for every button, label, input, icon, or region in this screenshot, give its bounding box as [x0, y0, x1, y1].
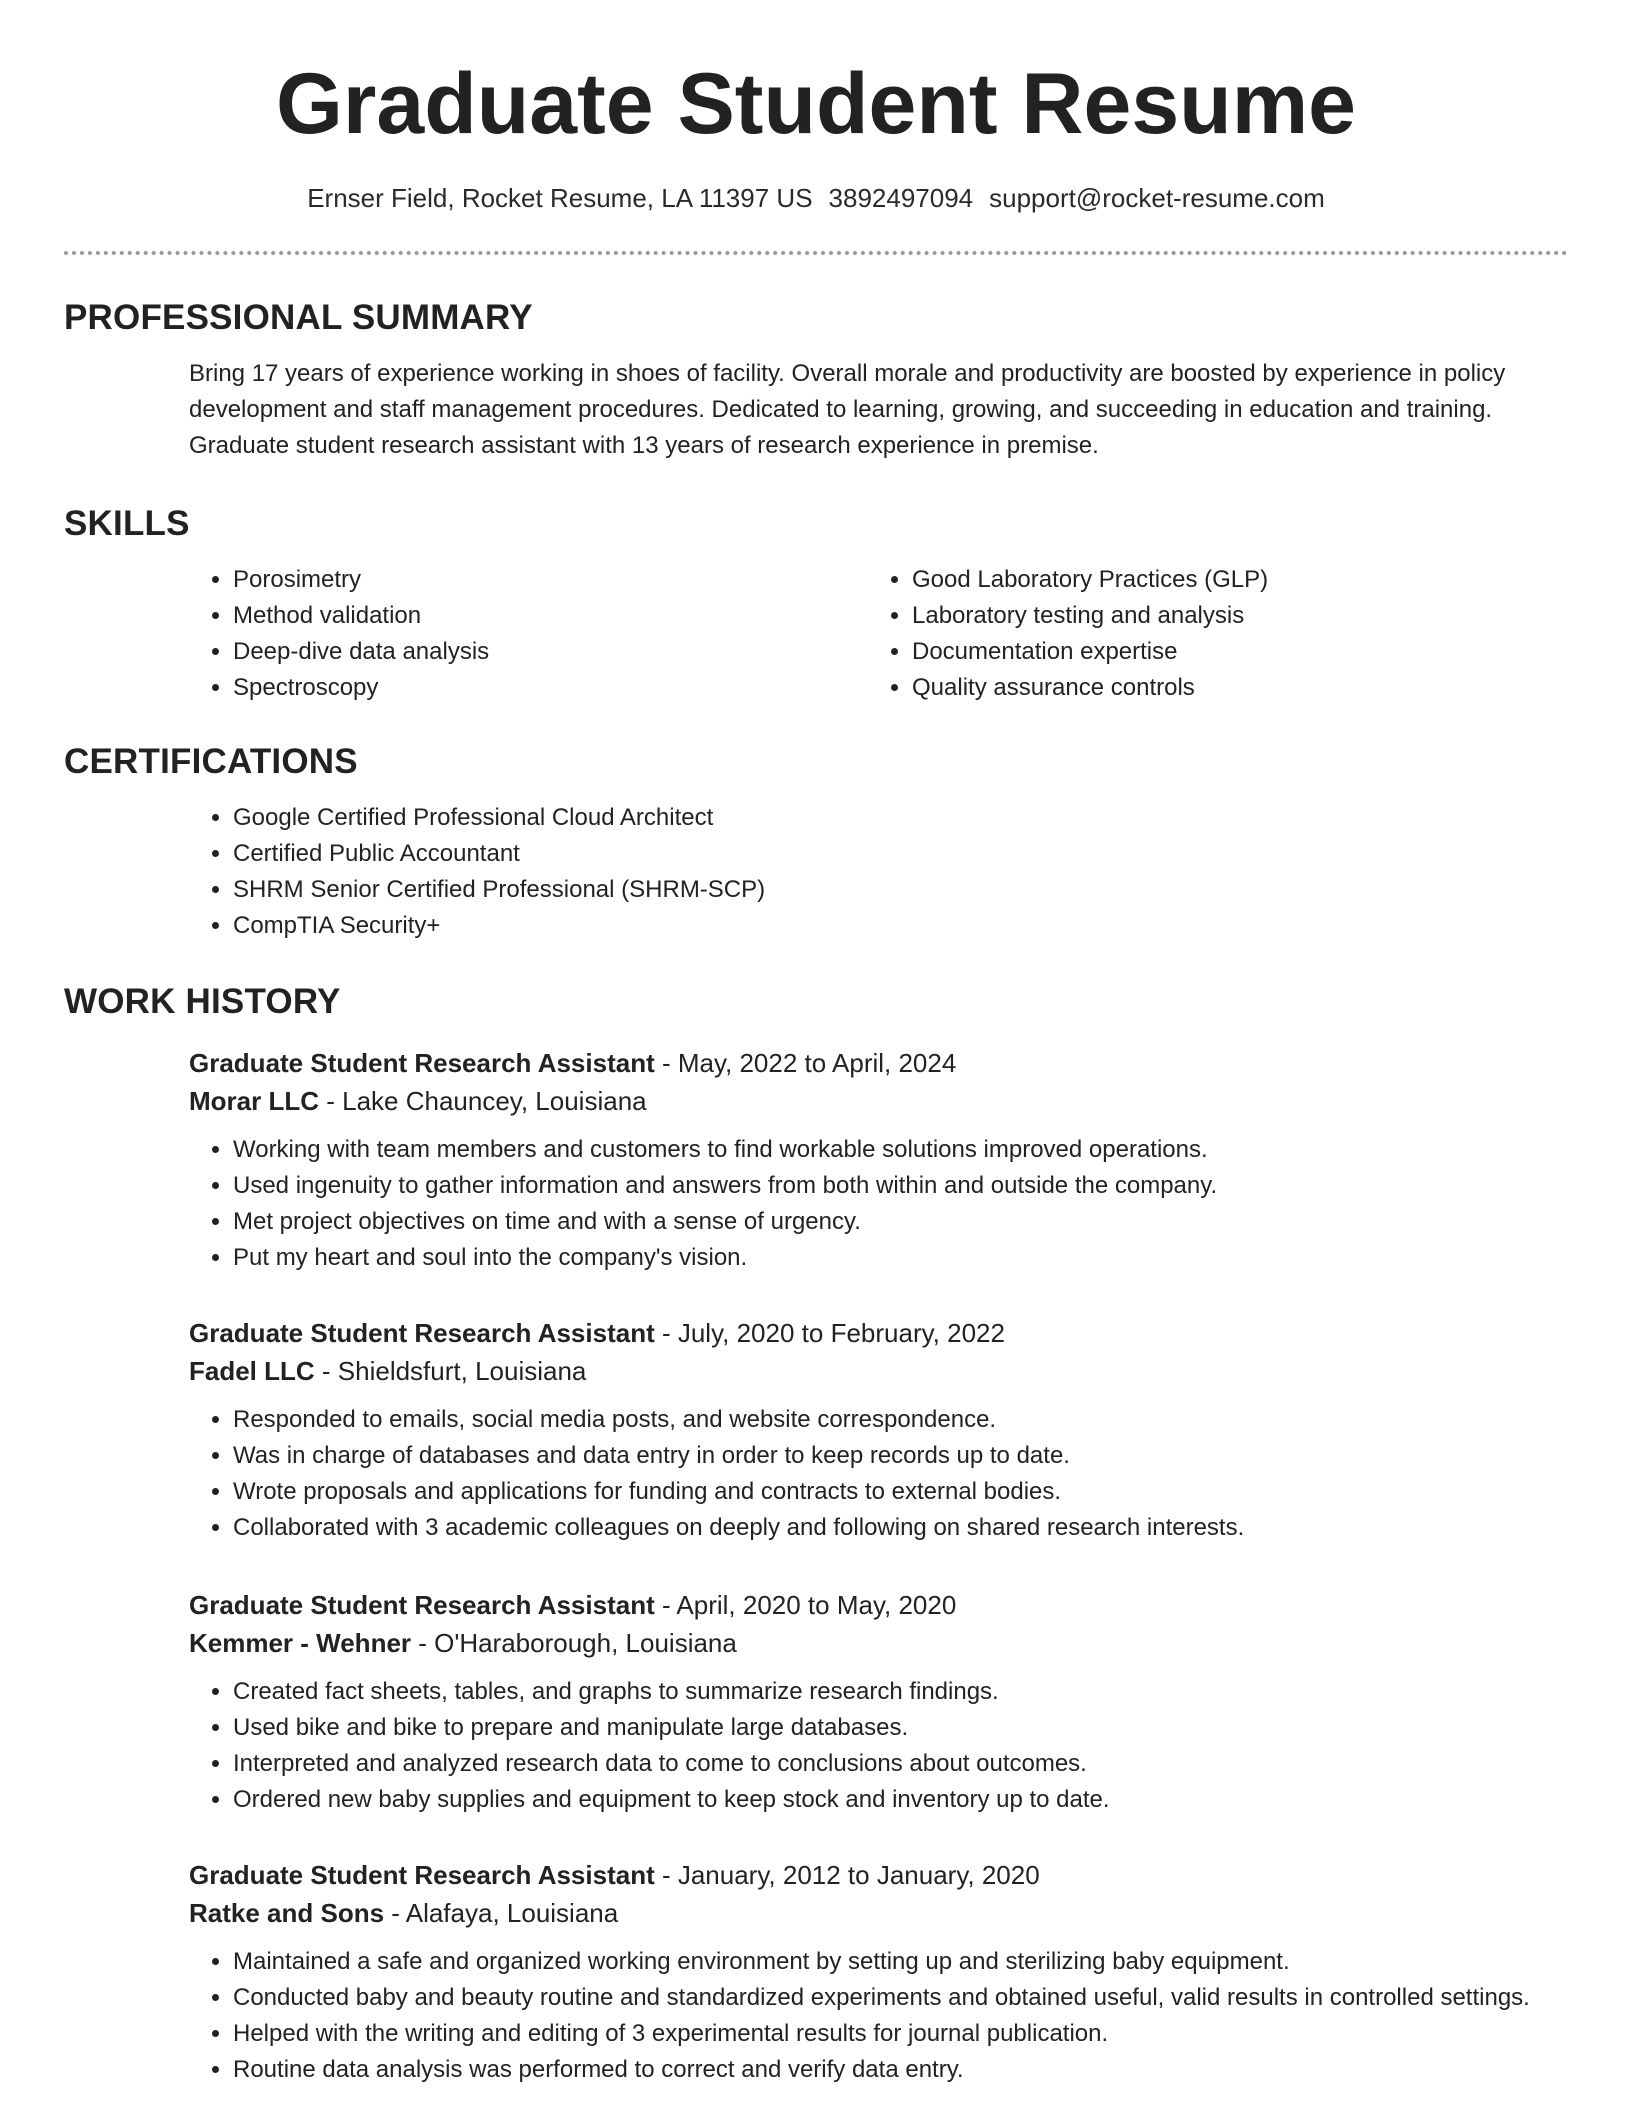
job-title: Graduate Student Research Assistant: [189, 1860, 655, 1890]
job-location: - Lake Chauncey, Louisiana: [319, 1086, 647, 1116]
skills-heading: SKILLS: [64, 504, 190, 543]
job-title-line: [189, 1586, 1568, 1624]
header-divider: [64, 251, 1568, 255]
job-entry: [64, 1586, 1568, 1818]
skill-item: • Laboratory testing and analysis: [912, 598, 1268, 634]
job-bullet: • Routine data analysis was performed to correct and verify data entry.: [233, 2052, 1568, 2088]
contact-phone: 3892497094: [828, 183, 974, 213]
job-bullet: • Used bike and bike to prepare and manipulate large databases.: [233, 1710, 1568, 1746]
certification-item: • CompTIA Security+: [233, 908, 1568, 944]
job-company: Morar LLC: [189, 1086, 319, 1116]
job-bullet: • Put my heart and soul into the company's vision.: [233, 1240, 1568, 1276]
job-company-line: [189, 1624, 1568, 1662]
job-location: - Alafaya, Louisiana: [384, 1898, 619, 1928]
resume-title: Graduate Student Resume: [276, 56, 1356, 152]
job-company: Ratke and Sons: [189, 1898, 385, 1928]
job-bullet: • Created fact sheets, tables, and graphs to summarize research findings.: [233, 1674, 1568, 1710]
job-bullet: • Helped with the writing and editing of 3 experimental results for journal publication.: [233, 2016, 1568, 2052]
skills-list-left: [64, 562, 489, 706]
certifications-heading: CERTIFICATIONS: [64, 742, 358, 781]
job-bullet: • Interpreted and analyzed research data to come to conclusions about outcomes.: [233, 1746, 1568, 1782]
job-bullet: • Responded to emails, social media posts, and website correspondence.: [233, 1402, 1568, 1438]
job-dates: - January, 2012 to January, 2020: [654, 1860, 1040, 1890]
job-company-line: [189, 1894, 1568, 1932]
skill-item: • Documentation expertise: [912, 634, 1268, 670]
contact-line: [0, 180, 1632, 216]
job-bullets: [189, 1402, 1568, 1546]
job-bullet: • Ordered new baby supplies and equipment to keep stock and inventory up to date.: [233, 1782, 1568, 1818]
skills-list-right: [743, 562, 1268, 706]
skills-columns: [64, 562, 1568, 712]
summary-heading: PROFESSIONAL SUMMARY: [64, 298, 533, 337]
skill-item: • Porosimetry: [233, 562, 489, 598]
job-dates: - May, 2022 to April, 2024: [654, 1048, 957, 1078]
job-bullet: • Wrote proposals and applications for funding and contracts to external bodies.: [233, 1474, 1568, 1510]
job-entry: [64, 1856, 1568, 2088]
job-bullet: • Was in charge of databases and data entry in order to keep records up to date.: [233, 1438, 1568, 1474]
summary-section: [64, 296, 1568, 464]
skill-item: • Deep-dive data analysis: [233, 634, 489, 670]
job-bullet: • Used ingenuity to gather information and answers from both within and outside the company.: [233, 1168, 1568, 1204]
job-company: Fadel LLC: [189, 1356, 315, 1386]
job-bullets: [189, 1132, 1568, 1276]
job-entry: [64, 1044, 1568, 1276]
job-bullets: [189, 1944, 1568, 2088]
job-location: - Shieldsfurt, Louisiana: [314, 1356, 587, 1386]
job-title: Graduate Student Research Assistant: [189, 1318, 655, 1348]
job-entry: [64, 1314, 1568, 1546]
job-title: Graduate Student Research Assistant: [189, 1048, 655, 1078]
job-bullet: • Met project objectives on time and with a sense of urgency.: [233, 1204, 1568, 1240]
job-title-line: [189, 1044, 1568, 1082]
job-company-line: [189, 1082, 1568, 1120]
skill-item: • Method validation: [233, 598, 489, 634]
certification-item: • SHRM Senior Certified Professional (SHRM-SCP): [233, 872, 1568, 908]
work-history-heading: WORK HISTORY: [64, 982, 341, 1021]
job-company: Kemmer - Wehner: [189, 1628, 412, 1658]
job-bullet: • Collaborated with 3 academic colleagues on deeply and following on shared research interests.: [233, 1510, 1568, 1546]
job-bullet: • Conducted baby and beauty routine and standardized experiments and obtained useful, valid results in controlled settings.: [233, 1980, 1568, 2016]
skills-section: [64, 502, 1568, 712]
job-company-line: [189, 1352, 1568, 1390]
job-bullets: [189, 1674, 1568, 1818]
skill-item: • Spectroscopy: [233, 670, 489, 706]
skill-item: • Quality assurance controls: [912, 670, 1268, 706]
certification-item: • Google Certified Professional Cloud Architect: [233, 800, 1568, 836]
job-bullet: • Working with team members and customers to find workable solutions improved operations.: [233, 1132, 1568, 1168]
contact-address: Ernser Field, Rocket Resume, LA 11397 US: [307, 183, 813, 213]
contact-email: support@rocket-resume.com: [989, 183, 1325, 213]
skill-item: • Good Laboratory Practices (GLP): [912, 562, 1268, 598]
certification-item: • Certified Public Accountant: [233, 836, 1568, 872]
work-history-section: [64, 980, 1568, 1024]
job-dates: - July, 2020 to February, 2022: [654, 1318, 1005, 1348]
certifications-section: [64, 740, 1568, 944]
job-title-line: [189, 1856, 1568, 1894]
job-bullet: • Maintained a safe and organized working environment by setting up and sterilizing baby equipment.: [233, 1944, 1568, 1980]
job-title-line: [189, 1314, 1568, 1352]
job-dates: - April, 2020 to May, 2020: [654, 1590, 957, 1620]
job-location: - O'Haraborough, Louisiana: [411, 1628, 737, 1658]
certifications-list: [64, 800, 1568, 944]
job-title: Graduate Student Research Assistant: [189, 1590, 655, 1620]
summary-text: Bring 17 years of experience working in shoes of facility. Overall morale and productivity are boosted by experience in policy development and staff management procedures. Dedicated to learning, growing, and succeeding in education and training. Graduate student research assistant with 13 years of research experience in premise.: [189, 360, 1506, 459]
